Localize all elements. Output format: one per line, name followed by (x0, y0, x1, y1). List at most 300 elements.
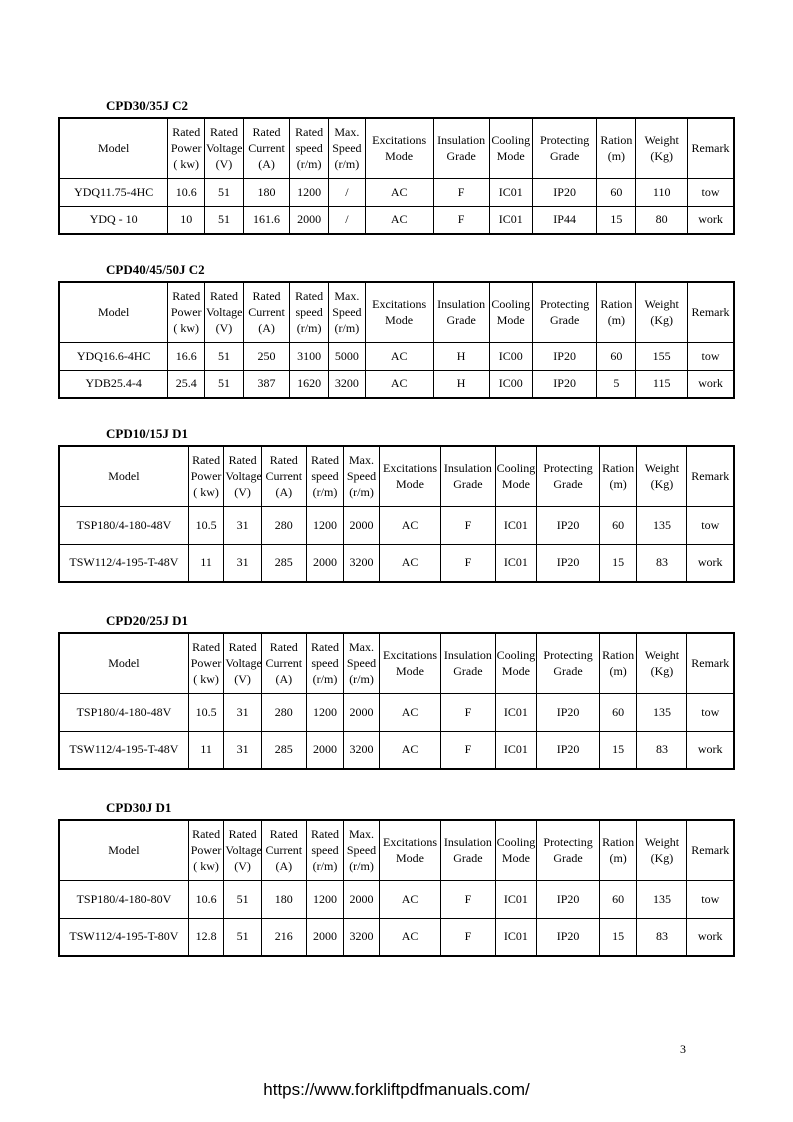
cell-rated-voltage: 51 (224, 918, 262, 956)
cell-rated-current: 285 (261, 544, 306, 582)
table-row (59, 918, 734, 956)
header-excitations-mode (379, 633, 441, 693)
header-line: (r/m) (349, 859, 374, 874)
cell-max-speed: 3200 (344, 918, 379, 956)
header-ration (599, 446, 637, 506)
header-ration (597, 282, 636, 342)
header-line: Max. (334, 289, 360, 304)
cell-ration: 60 (599, 693, 637, 731)
cell-model: YDB25.4-4 (59, 370, 168, 398)
cell-rated-current: 161.6 (243, 206, 289, 234)
table-row (59, 693, 734, 731)
header-line: (r/m) (312, 859, 338, 874)
header-line: Excitations (383, 648, 438, 663)
header-line: Rated (228, 827, 257, 842)
cell-excitations-mode: AC (379, 731, 441, 769)
header-line: Grade (553, 477, 583, 492)
cell-excitations-mode: AC (365, 342, 433, 370)
header-line: Rated (228, 453, 257, 468)
motor-spec-table (58, 281, 735, 399)
cell-remark: tow (688, 178, 734, 206)
cell-max-speed: 3200 (344, 731, 379, 769)
header-cooling-mode (495, 446, 537, 506)
cell-insulation-grade: F (441, 693, 495, 731)
cell-excitations-mode: AC (379, 918, 441, 956)
cell-rated-power: 16.6 (168, 342, 205, 370)
header-cooling-mode (489, 282, 532, 342)
footer-url[interactable]: https://www.forkliftpdfmanuals.com/ (263, 1080, 530, 1099)
cell-model: TSW112/4-195-T-48V (59, 544, 188, 582)
header-line: (V) (234, 859, 251, 874)
header-line: Power (190, 469, 222, 484)
cell-insulation-grade: H (433, 342, 489, 370)
cell-rated-speed: 1200 (306, 506, 344, 544)
header-line: Power (190, 656, 222, 671)
cell-rated-current: 280 (261, 506, 306, 544)
header-excitations-mode (379, 446, 441, 506)
header-line: ( kw) (173, 321, 200, 336)
header-line: Ration (602, 461, 635, 476)
header-remark: Remark (687, 446, 734, 506)
header-excitations-mode (379, 820, 441, 880)
header-insulation-grade (441, 446, 495, 506)
header-rated-speed (306, 820, 344, 880)
header-line: Speed (332, 141, 362, 156)
table-row (59, 370, 734, 398)
table-title: CPD30/35J C2 (106, 98, 188, 113)
header-line: (r/m) (349, 672, 374, 687)
header-line: (V) (215, 157, 233, 172)
header-model: Model (59, 446, 188, 506)
header-line: Rated (209, 289, 238, 304)
header-line: Current (265, 843, 303, 858)
header-line: Grade (553, 664, 583, 679)
header-line: Grade (453, 851, 483, 866)
header-cooling-mode (495, 820, 537, 880)
header-model: Model (59, 282, 168, 342)
header-line: Cooling (496, 835, 536, 850)
header-line: Rated (192, 640, 221, 655)
header-excitations-mode (365, 282, 433, 342)
cell-rated-current: 387 (243, 370, 289, 398)
cell-ration: 60 (597, 342, 636, 370)
header-line: Weight (644, 835, 680, 850)
header-line: Grade (549, 313, 580, 328)
cell-rated-speed: 2000 (306, 918, 344, 956)
header-line: Insulation (443, 461, 492, 476)
motor-spec-table (58, 819, 735, 957)
header-line: Current (248, 305, 285, 320)
header-line: (m) (607, 313, 626, 328)
header-rated-power (188, 820, 223, 880)
cell-excitations-mode: AC (365, 370, 433, 398)
cell-rated-speed: 1200 (306, 880, 344, 918)
cell-weight: 83 (637, 544, 687, 582)
header-line: Grade (453, 664, 483, 679)
header-line: Insulation (437, 133, 486, 148)
cell-rated-power: 11 (188, 544, 223, 582)
cell-insulation-grade: F (433, 178, 489, 206)
cell-protecting-grade: IP20 (532, 178, 597, 206)
header-remark: Remark (687, 633, 734, 693)
header-line: Excitations (383, 835, 438, 850)
cell-rated-power: 10.5 (188, 693, 223, 731)
header-protecting-grade (537, 633, 600, 693)
spec-table-section (58, 819, 735, 957)
header-line: (A) (258, 321, 275, 336)
cell-weight: 155 (636, 342, 688, 370)
cell-insulation-grade: H (433, 370, 489, 398)
table-row (59, 506, 734, 544)
cell-rated-speed: 2000 (306, 731, 344, 769)
cell-insulation-grade: F (441, 918, 495, 956)
header-line: (A) (275, 859, 293, 874)
spec-table-section (58, 281, 735, 399)
header-line: speed (311, 469, 339, 484)
header-line: Mode (396, 477, 425, 492)
header-line: Grade (446, 313, 476, 328)
cell-rated-voltage: 31 (224, 506, 262, 544)
header-line: ( kw) (193, 485, 219, 500)
header-line: Mode (385, 313, 414, 328)
header-line: (A) (258, 157, 275, 172)
header-line: Voltage (225, 656, 262, 671)
header-line: (r/m) (312, 485, 338, 500)
header-line: speed (295, 305, 323, 320)
header-rated-speed (290, 118, 329, 178)
header-line: Rated (269, 827, 298, 842)
cell-cooling-mode: IC01 (495, 731, 537, 769)
cell-max-speed: 3200 (344, 544, 379, 582)
header-line: Speed (346, 843, 377, 858)
header-weight (636, 282, 688, 342)
header-line: Cooling (491, 133, 531, 148)
cell-cooling-mode: IC01 (495, 506, 537, 544)
header-line: Ration (600, 133, 633, 148)
header-line: Protecting (539, 297, 590, 312)
cell-insulation-grade: F (441, 544, 495, 582)
table-row (59, 342, 734, 370)
cell-weight: 80 (636, 206, 688, 234)
header-line: Weight (644, 461, 680, 476)
cell-max-speed: 2000 (344, 693, 379, 731)
header-line: (m) (609, 851, 627, 866)
header-line: Rated (295, 125, 324, 140)
header-cooling-mode (495, 633, 537, 693)
header-line: Speed (332, 305, 362, 320)
cell-max-speed: 2000 (344, 880, 379, 918)
header-line: Mode (396, 851, 425, 866)
cell-cooling-mode: IC01 (489, 206, 532, 234)
table-row (59, 206, 734, 234)
cell-ration: 15 (599, 731, 637, 769)
header-line: Voltage (206, 305, 243, 320)
cell-remark: tow (688, 342, 734, 370)
header-weight (637, 633, 687, 693)
header-ration (597, 118, 636, 178)
cell-insulation-grade: F (441, 506, 495, 544)
header-line: speed (311, 656, 339, 671)
header-rated-voltage (205, 118, 244, 178)
header-line: Power (170, 141, 202, 156)
cell-weight: 115 (636, 370, 688, 398)
header-line: Rated (269, 453, 298, 468)
header-line: (r/m) (349, 485, 374, 500)
cell-rated-speed: 1200 (290, 178, 329, 206)
table-row (59, 880, 734, 918)
spec-table-section (58, 632, 735, 770)
header-line: (A) (275, 672, 293, 687)
cell-rated-speed: 1620 (290, 370, 329, 398)
header-line: Rated (295, 289, 324, 304)
header-line: ( kw) (193, 672, 219, 687)
header-line: (m) (609, 664, 627, 679)
cell-rated-current: 285 (261, 731, 306, 769)
header-rated-voltage (205, 282, 244, 342)
header-line: Rated (172, 289, 201, 304)
cell-ration: 60 (597, 178, 636, 206)
header-insulation-grade (433, 118, 489, 178)
header-line: Rated (172, 125, 201, 140)
cell-rated-speed: 2000 (306, 544, 344, 582)
cell-rated-power: 10.6 (168, 178, 205, 206)
header-max-speed (344, 820, 379, 880)
cell-rated-voltage: 51 (205, 370, 244, 398)
cell-rated-current: 180 (261, 880, 306, 918)
header-insulation-grade (441, 633, 495, 693)
header-line: (Kg) (650, 313, 673, 328)
header-rated-current (261, 633, 306, 693)
cell-model: TSP180/4-180-80V (59, 880, 188, 918)
header-row (59, 633, 734, 693)
cell-rated-current: 250 (243, 342, 289, 370)
cell-remark: work (687, 544, 734, 582)
cell-excitations-mode: AC (379, 544, 441, 582)
cell-model: TSP180/4-180-48V (59, 506, 188, 544)
header-rated-voltage (224, 633, 262, 693)
header-weight (636, 118, 688, 178)
header-line: Mode (396, 664, 425, 679)
cell-remark: work (688, 206, 734, 234)
cell-max-speed: / (329, 178, 366, 206)
header-line: (V) (234, 485, 251, 500)
cell-excitations-mode: AC (365, 206, 433, 234)
cell-model: TSW112/4-195-T-48V (59, 731, 188, 769)
header-line: Grade (446, 149, 476, 164)
header-max-speed (329, 282, 366, 342)
cell-ration: 5 (597, 370, 636, 398)
header-rated-current (243, 282, 289, 342)
header-line: Rated (228, 640, 257, 655)
header-line: (A) (275, 485, 293, 500)
header-ration (599, 633, 637, 693)
cell-max-speed: / (329, 206, 366, 234)
header-line: Protecting (543, 648, 593, 663)
cell-model: YDQ - 10 (59, 206, 168, 234)
spec-table-section (58, 117, 735, 235)
header-rated-voltage (224, 820, 262, 880)
table-row (59, 731, 734, 769)
header-line: (V) (215, 321, 233, 336)
header-line: Current (265, 656, 303, 671)
cell-remark: tow (687, 693, 734, 731)
header-line: (r/m) (296, 321, 322, 336)
cell-rated-power: 11 (188, 731, 223, 769)
cell-model: TSW112/4-195-T-80V (59, 918, 188, 956)
cell-remark: tow (687, 880, 734, 918)
header-line: Current (248, 141, 285, 156)
cell-rated-voltage: 51 (205, 206, 244, 234)
cell-rated-voltage: 31 (224, 693, 262, 731)
header-line: speed (311, 843, 339, 858)
header-line: Rated (209, 125, 238, 140)
header-line: Insulation (437, 297, 486, 312)
header-line: Mode (501, 664, 530, 679)
spec-table-section (58, 445, 735, 583)
header-row (59, 446, 734, 506)
cell-protecting-grade: IP20 (537, 731, 600, 769)
cell-protecting-grade: IP20 (532, 342, 597, 370)
cell-cooling-mode: IC01 (495, 544, 537, 582)
cell-rated-speed: 1200 (306, 693, 344, 731)
header-line: (Kg) (650, 477, 674, 492)
header-ration (599, 820, 637, 880)
cell-cooling-mode: IC00 (489, 342, 532, 370)
cell-protecting-grade: IP20 (537, 918, 600, 956)
motor-spec-table (58, 117, 735, 235)
header-rated-power (188, 633, 223, 693)
table-title: CPD40/45/50J C2 (106, 262, 205, 277)
cell-ration: 15 (599, 544, 637, 582)
header-line: (r/m) (334, 321, 360, 336)
header-rated-speed (290, 282, 329, 342)
cell-rated-power: 10.6 (188, 880, 223, 918)
header-line: Grade (553, 851, 583, 866)
header-line: Ration (602, 648, 635, 663)
header-protecting-grade (537, 820, 600, 880)
header-line: Mode (496, 313, 525, 328)
cell-protecting-grade: IP44 (532, 206, 597, 234)
cell-max-speed: 2000 (344, 506, 379, 544)
cell-rated-power: 10 (168, 206, 205, 234)
table-title: CPD30J D1 (106, 800, 172, 815)
header-line: Rated (252, 125, 281, 140)
cell-weight: 135 (637, 880, 687, 918)
header-row (59, 118, 734, 178)
header-max-speed (329, 118, 366, 178)
header-row (59, 820, 734, 880)
motor-spec-table (58, 632, 735, 770)
cell-max-speed: 5000 (329, 342, 366, 370)
header-line: Speed (346, 469, 377, 484)
cell-excitations-mode: AC (379, 880, 441, 918)
header-line: Cooling (496, 461, 536, 476)
header-remark: Remark (687, 820, 734, 880)
header-line: Cooling (496, 648, 536, 663)
header-line: speed (295, 141, 323, 156)
header-line: (m) (607, 149, 626, 164)
table-row (59, 544, 734, 582)
header-rated-current (261, 820, 306, 880)
header-line: Rated (252, 289, 281, 304)
cell-rated-power: 10.5 (188, 506, 223, 544)
header-line: (Kg) (650, 149, 673, 164)
header-rated-current (243, 118, 289, 178)
cell-rated-current: 180 (243, 178, 289, 206)
cell-weight: 110 (636, 178, 688, 206)
cell-excitations-mode: AC (379, 506, 441, 544)
cell-protecting-grade: IP20 (537, 544, 600, 582)
cell-ration: 60 (599, 506, 637, 544)
header-model: Model (59, 820, 188, 880)
cell-remark: work (688, 370, 734, 398)
cell-weight: 135 (637, 693, 687, 731)
cell-rated-power: 25.4 (168, 370, 205, 398)
table-title: CPD20/25J D1 (106, 613, 188, 628)
cell-rated-current: 280 (261, 693, 306, 731)
header-line: Speed (346, 656, 377, 671)
cell-cooling-mode: IC00 (489, 370, 532, 398)
header-line: Ration (602, 835, 635, 850)
header-line: Mode (501, 477, 530, 492)
header-line: (V) (234, 672, 251, 687)
cell-insulation-grade: F (441, 880, 495, 918)
header-insulation-grade (433, 282, 489, 342)
cell-max-speed: 3200 (329, 370, 366, 398)
header-line: (Kg) (650, 851, 674, 866)
cell-cooling-mode: IC01 (495, 880, 537, 918)
cell-ration: 60 (599, 880, 637, 918)
header-line: Rated (269, 640, 298, 655)
header-rated-current (261, 446, 306, 506)
header-line: ( kw) (193, 859, 219, 874)
cell-model: YDQ11.75-4HC (59, 178, 168, 206)
cell-rated-voltage: 31 (224, 731, 262, 769)
header-rated-voltage (224, 446, 262, 506)
cell-remark: tow (687, 506, 734, 544)
cell-protecting-grade: IP20 (537, 880, 600, 918)
header-model: Model (59, 118, 168, 178)
header-line: (Kg) (650, 664, 674, 679)
cell-cooling-mode: IC01 (495, 693, 537, 731)
cell-ration: 15 (597, 206, 636, 234)
cell-cooling-mode: IC01 (489, 178, 532, 206)
header-rated-power (168, 282, 205, 342)
motor-spec-table (58, 445, 735, 583)
cell-rated-speed: 2000 (290, 206, 329, 234)
header-line: Protecting (543, 835, 593, 850)
header-line: Protecting (539, 133, 590, 148)
cell-protecting-grade: IP20 (537, 693, 600, 731)
header-line: (m) (609, 477, 627, 492)
cell-weight: 135 (637, 506, 687, 544)
header-line: Voltage (206, 141, 243, 156)
header-line: Insulation (443, 835, 492, 850)
cell-model: TSP180/4-180-48V (59, 693, 188, 731)
header-line: Max. (349, 453, 375, 468)
header-line: Power (170, 305, 202, 320)
cell-rated-voltage: 51 (205, 342, 244, 370)
header-protecting-grade (532, 282, 597, 342)
table-row (59, 178, 734, 206)
header-line: Excitations (383, 461, 438, 476)
header-line: Excitations (372, 297, 427, 312)
header-line: Mode (385, 149, 414, 164)
header-line: Weight (644, 297, 679, 312)
cell-insulation-grade: F (433, 206, 489, 234)
header-excitations-mode (365, 118, 433, 178)
cell-insulation-grade: F (441, 731, 495, 769)
